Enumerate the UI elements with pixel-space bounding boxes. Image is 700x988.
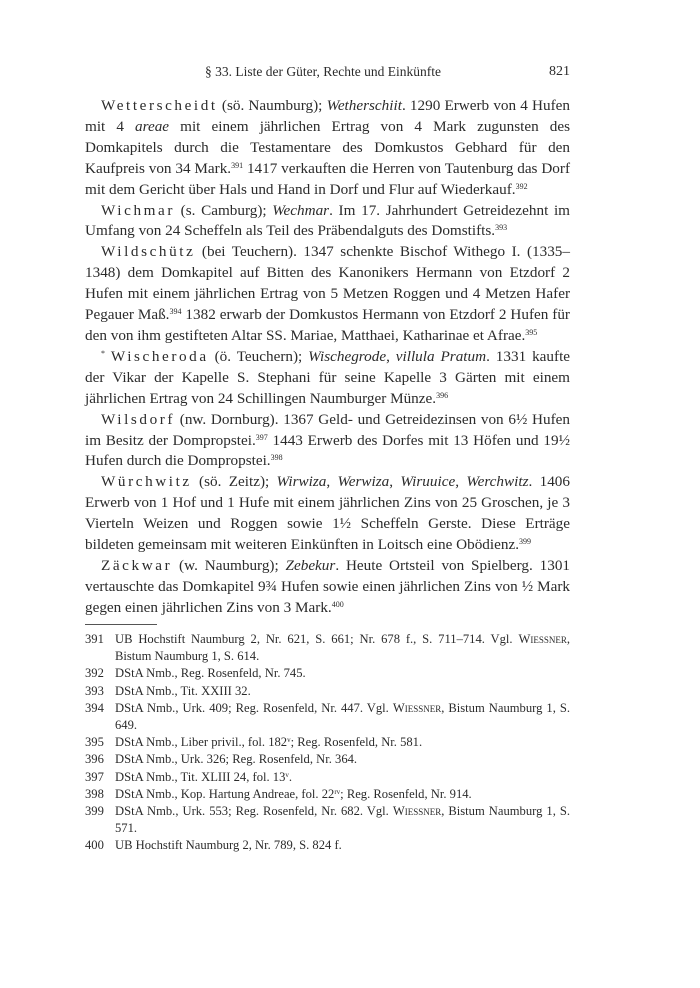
footnote: 398 DStA Nmb., Kop. Hartung Andreae, fol. $22^{rv}$; Reg. Rosenfeld, Nr. 914. (85, 786, 570, 803)
entry-wuerchwitz: Würchwitz (sö. Zeitz); Wirwiza, Werwiza, Wiruuice, Werchwitz. 1406 Erwerb von 1 Hof und 1 Hufe mit einem jährlichen Zins von 25 Groschen, je 3 Vierteln Weizen und Roggen sowie 1½ Scheffeln Gerste. Diese Erträge bildeten gemeinsam mit weiteren Einkünften in Loitsch eine Obödienz.$^{399}$ (85, 473, 570, 554)
historical-name: Wirwiza (276, 473, 327, 491)
place-name: Würchwitz (101, 473, 192, 491)
footnote: 397 DStA Nmb., Tit. XLIII 24, fol. 13$^v$. (85, 769, 570, 786)
footnote-number: 399 (85, 804, 104, 819)
footnote: 391 UB Hochstift Naumburg 2, Nr. 621, S. 661; Nr. 678 f., S. 711–714. Vgl. Wiessner, Bistum Naumburg 1, S. 614. (85, 632, 570, 664)
footnote-number: 395 (85, 735, 104, 750)
footnote-number: 398 (85, 786, 104, 801)
historical-name: Wechmar (272, 201, 330, 219)
historical-name: villula Pratum (395, 347, 487, 365)
lost-place-marker: * (101, 348, 105, 358)
folio-side: v (287, 736, 291, 745)
footnote-ref[interactable]: 398 (270, 453, 283, 463)
historical-name: Werchwitz (466, 473, 529, 491)
footnote-number: 396 (85, 752, 104, 767)
folio-side: v (285, 770, 289, 779)
place-name: Wichmar (101, 201, 175, 219)
footnote-ref[interactable]: 393 (495, 223, 508, 233)
footnote-ref[interactable]: 396 (436, 390, 449, 400)
author-name: Wiessner (392, 700, 442, 715)
footnote-number: 391 (85, 632, 104, 646)
footnote: 393 DStA Nmb., Tit. XXIII 32. (85, 683, 570, 700)
footnotes (85, 631, 570, 855)
footnote-number: 392 (85, 666, 104, 681)
footnote: 392 DStA Nmb., Reg. Rosenfeld, Nr. 745. (85, 665, 570, 682)
place-name: Zäckwar (101, 556, 173, 574)
footnote-number: 397 (85, 769, 104, 784)
page-number: 821 (549, 64, 570, 79)
entry-zaeckwar: Zäckwar (w. Naumburg); Zebekur. Heute Ortsteil von Spielberg. 1301 vertauschte das Domkapitel 9¾ Hufen sowie einen jährlichen Zins von ½ Mark gegen einen jährlichen Zins von 3 Mark.$^{400}$ (85, 556, 571, 616)
footnote-ref[interactable]: 392 (515, 181, 528, 191)
author-name: Wiessner (392, 804, 442, 819)
place-name: Wischeroda (110, 347, 209, 365)
footnote: 394 DStA Nmb., Urk. 409; Reg. Rosenfeld, Nr. 447. Vgl. Wiessner, Bistum Naumburg 1, S. 649. (85, 700, 570, 733)
footnote: 400 UB Hochstift Naumburg 2, Nr. 789, S. 824 f. (85, 837, 570, 854)
footnote: 399 DStA Nmb., Urk. 553; Reg. Rosenfeld, Nr. 682. Vgl. Wiessner, Bistum Naumburg 1, S. 571. (85, 804, 570, 836)
footnote-ref[interactable]: 394 (169, 307, 182, 317)
footnote-ref[interactable]: 391 (231, 160, 244, 170)
historical-name: Wetherschiit (326, 97, 402, 114)
footnote-ref[interactable]: 395 (525, 327, 538, 337)
place-name: Wilsdorf (101, 410, 176, 428)
place-name: Wildschütz (101, 243, 196, 261)
entry-wetterscheidt: Wetterscheidt (sö. Naumburg); Wetherschiit. 1290 Erwerb von 4 Hufen mit 4 areae mit einem jährlichen Ertrag von 4 Mark zugunsten des Domkapitels durch die Testamentare des Domkustos Gebhard für den Kaufpreis von 34 Mark.$^{391}$ 1417 verkauften die Herren von Tautenburg das Dorf mit dem Gericht über Hals und Hand in Dorf und Flur auf Wiederkauf.$^{392}$ (85, 97, 570, 198)
latin-term: areae (135, 117, 170, 135)
author-name: Wiessner (518, 632, 567, 646)
entry-wildschuetz: Wildschütz (bei Teuchern). 1347 schenkte Bischof Withego I. (1335–1348) dem Domkapitel auf Bitten des Kanonikers Hermann von Etzdorf 2 Hufen mit einem jährlichen Ertrag von 5 Metzen Roggen und 4 Metzen Hafer Pegauer Maß.$^{394}$ 1382 erwarb der Domkustos Hermann von Etzdorf 2 Hufen für den von ihm gestifteten Altar SS. Mariae, Matthaei, Katharinae et Afrae.$^{395}$ (85, 243, 570, 344)
footnote: 396 DStA Nmb., Urk. 326; Reg. Rosenfeld, Nr. 364. (85, 751, 570, 768)
footnote-number: 393 (85, 683, 104, 698)
historical-name: Wiruuice (400, 473, 456, 491)
footnote-number: 394 (85, 700, 104, 715)
main-text (85, 96, 570, 619)
footnote-ref[interactable]: 400 (331, 599, 344, 609)
footnote-number: 400 (85, 838, 104, 853)
footnote-ref[interactable]: 399 (519, 537, 531, 547)
footnote: 395 DStA Nmb., Liber privil., fol. 182$^v$; Reg. Rosenfeld, Nr. 581. (85, 734, 570, 751)
page-header (85, 64, 570, 86)
entry-wischeroda: * Wischeroda (ö. Teuchern); Wischegrode, villula Pratum. 1331 kaufte der Vikar der Kapelle S. Stephani für seine Kapelle 3 Gärten mit einem jährlichen Ertrag von 24 Schillingen Naumburger Münze.$^{396}$ (85, 347, 571, 407)
entry-wichmar: Wichmar (s. Camburg); Wechmar. Im 17. Jahrhundert Getreidezehnt im Umfang von 24 Scheffeln als Teil des Präbendalguts des Domstifts.$^{393}$ (85, 201, 570, 240)
historical-name: Wischegrode (308, 347, 387, 365)
folio-side: rv (334, 787, 341, 796)
historical-name: Zebekur (285, 556, 336, 574)
footnote-ref[interactable]: 397 (255, 432, 268, 442)
running-title: § 33. Liste der Güter, Rechte und Einkünfte (205, 64, 442, 79)
place-name: Wetterscheidt (101, 97, 218, 114)
footnote-separator (85, 624, 157, 625)
historical-name: Werwiza (337, 473, 390, 491)
entry-wilsdorf: Wilsdorf (nw. Dornburg). 1367 Geld- und Getreidezinsen von 6½ Hufen im Besitz der Dompropstei.$^{397}$ 1443 Erwerb des Dorfes mit 13 Höfen und 19½ Hufen durch die Dompropstei.$^{398}$ (85, 410, 570, 470)
